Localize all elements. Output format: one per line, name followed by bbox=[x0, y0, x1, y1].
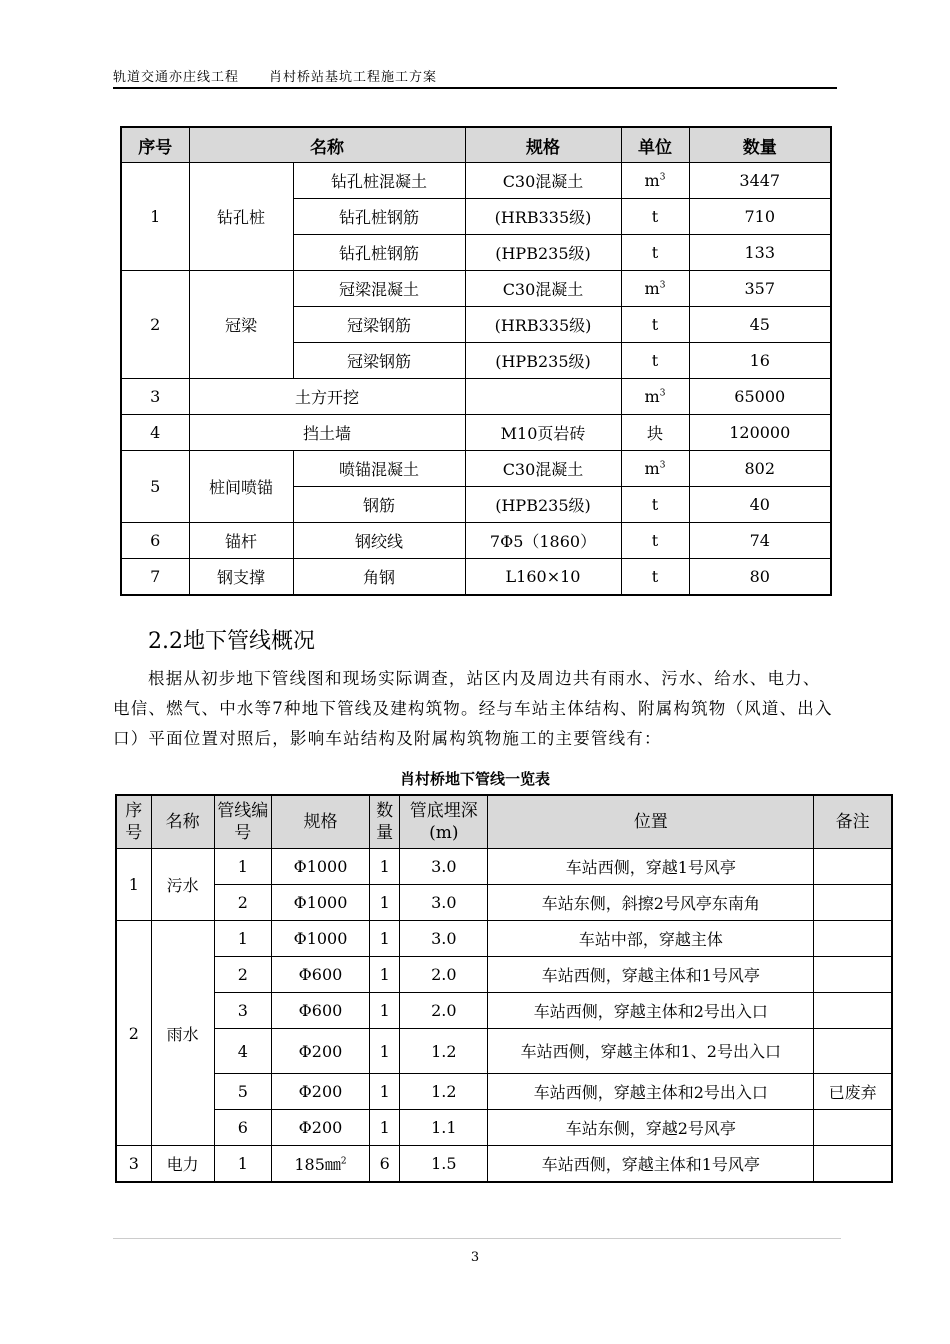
row-code: 1 bbox=[214, 849, 271, 885]
page-number: 3 bbox=[470, 1250, 480, 1265]
row-qty: 1 bbox=[370, 1074, 400, 1110]
row-note bbox=[814, 849, 892, 885]
row-spec: C30混凝土 bbox=[465, 163, 621, 199]
quantity-table bbox=[120, 126, 832, 596]
row-code: 2 bbox=[214, 957, 271, 993]
row-code: 6 bbox=[214, 1110, 271, 1146]
row-location: 车站东侧，斜擦2号风亭东南角 bbox=[488, 885, 814, 921]
row-name: 钻孔桩钢筋 bbox=[293, 199, 465, 235]
table-row bbox=[121, 163, 831, 199]
table-row bbox=[116, 885, 892, 921]
row-name: 冠梁钢筋 bbox=[293, 307, 465, 343]
table-row bbox=[121, 523, 831, 559]
row-spec: (HRB335级) bbox=[465, 307, 621, 343]
table-row bbox=[121, 379, 831, 415]
row-spec: Φ600 bbox=[271, 993, 369, 1029]
col-header-depth: 管底埋深(m) bbox=[400, 795, 488, 849]
row-qty: 16 bbox=[689, 343, 831, 379]
table-row bbox=[121, 451, 831, 487]
row-no: 4 bbox=[121, 415, 189, 451]
row-code: 3 bbox=[214, 993, 271, 1029]
table-row bbox=[116, 993, 892, 1029]
row-code: 2 bbox=[214, 885, 271, 921]
row-qty: 74 bbox=[689, 523, 831, 559]
table-caption: 肖村桥地下管线一览表 bbox=[399, 770, 550, 788]
table-header-row bbox=[121, 127, 831, 163]
row-spec: M10页岩砖 bbox=[465, 415, 621, 451]
row-depth: 1.2 bbox=[400, 1074, 488, 1110]
row-code: 5 bbox=[214, 1074, 271, 1110]
table-row bbox=[121, 559, 831, 596]
table-row bbox=[116, 1074, 892, 1110]
row-note bbox=[814, 1110, 892, 1146]
row-spec: Φ1000 bbox=[271, 849, 369, 885]
table-row bbox=[116, 957, 892, 993]
row-spec: C30混凝土 bbox=[465, 271, 621, 307]
row-no: 6 bbox=[121, 523, 189, 559]
row-group: 桩间喷锚 bbox=[189, 451, 293, 523]
row-name: 挡土墙 bbox=[189, 415, 465, 451]
row-note: 已废弃 bbox=[814, 1074, 892, 1110]
row-depth: 3.0 bbox=[400, 921, 488, 957]
row-depth: 1.2 bbox=[400, 1029, 488, 1074]
row-name: 角钢 bbox=[293, 559, 465, 596]
row-note bbox=[814, 1029, 892, 1074]
row-spec: (HPB235级) bbox=[465, 343, 621, 379]
table-row bbox=[121, 415, 831, 451]
row-no: 3 bbox=[121, 379, 189, 415]
header-doc-title: 肖村桥站基坑工程施工方案 bbox=[269, 70, 438, 85]
row-spec: (HRB335级) bbox=[465, 199, 621, 235]
row-name: 钻孔桩钢筋 bbox=[293, 235, 465, 271]
row-qty: 1 bbox=[370, 1110, 400, 1146]
row-spec: L160×10 bbox=[465, 559, 621, 596]
row-code: 4 bbox=[214, 1029, 271, 1074]
table-row bbox=[116, 1029, 892, 1074]
row-spec: Φ1000 bbox=[271, 921, 369, 957]
row-no: 5 bbox=[121, 451, 189, 523]
row-name: 钢筋 bbox=[293, 487, 465, 523]
section-title: 2.2地下管线概况 bbox=[148, 629, 315, 654]
col-header-unit: 单位 bbox=[621, 127, 689, 163]
row-qty: 1 bbox=[370, 849, 400, 885]
row-note bbox=[814, 921, 892, 957]
col-header-note: 备注 bbox=[814, 795, 892, 849]
row-unit: $m^3$ bbox=[621, 451, 689, 487]
col-header-qty: 数量 bbox=[370, 795, 400, 849]
col-header-code: 管线编号 bbox=[214, 795, 271, 849]
table-row bbox=[116, 849, 892, 885]
col-header-no: 序号 bbox=[121, 127, 189, 163]
row-name: 土方开挖 bbox=[189, 379, 465, 415]
row-depth: 2.0 bbox=[400, 993, 488, 1029]
row-spec: Φ1000 bbox=[271, 885, 369, 921]
group-name: 雨水 bbox=[151, 921, 214, 1146]
row-no: 2 bbox=[121, 271, 189, 379]
group-name: 电力 bbox=[151, 1146, 214, 1183]
row-qty: 80 bbox=[689, 559, 831, 596]
row-name: 冠梁混凝土 bbox=[293, 271, 465, 307]
row-spec: Φ200 bbox=[271, 1110, 369, 1146]
row-unit: t bbox=[621, 235, 689, 271]
header-project: 轨道交通亦庄线工程 bbox=[113, 70, 240, 85]
row-depth: 3.0 bbox=[400, 885, 488, 921]
row-qty: 40 bbox=[689, 487, 831, 523]
col-header-spec: 规格 bbox=[465, 127, 621, 163]
row-qty: 45 bbox=[689, 307, 831, 343]
row-qty: 1 bbox=[370, 885, 400, 921]
row-unit: 块 bbox=[621, 415, 689, 451]
row-qty: 710 bbox=[689, 199, 831, 235]
row-qty: 1 bbox=[370, 957, 400, 993]
row-spec: Φ600 bbox=[271, 957, 369, 993]
row-spec: Φ200 bbox=[271, 1074, 369, 1110]
row-unit: $m^3$ bbox=[621, 163, 689, 199]
row-unit: t bbox=[621, 559, 689, 596]
row-no: 7 bbox=[121, 559, 189, 596]
row-unit: t bbox=[621, 307, 689, 343]
row-spec: 7Φ5（1860） bbox=[465, 523, 621, 559]
group-name: 污水 bbox=[151, 849, 214, 921]
row-spec: 185㎜$^2$ bbox=[271, 1146, 369, 1183]
group-no: 3 bbox=[116, 1146, 151, 1183]
col-header-spec: 规格 bbox=[271, 795, 369, 849]
header-rule bbox=[113, 87, 837, 89]
row-location: 车站西侧，穿越主体和1号风亭 bbox=[488, 957, 814, 993]
row-qty: 3447 bbox=[689, 163, 831, 199]
row-depth: 1.5 bbox=[400, 1146, 488, 1183]
col-header-qty: 数量 bbox=[689, 127, 831, 163]
row-depth: 1.1 bbox=[400, 1110, 488, 1146]
row-group: 冠梁 bbox=[189, 271, 293, 379]
table-row bbox=[116, 1110, 892, 1146]
row-unit: t bbox=[621, 199, 689, 235]
row-depth: 2.0 bbox=[400, 957, 488, 993]
row-location: 车站西侧，穿越主体和1号风亭 bbox=[488, 1146, 814, 1183]
row-spec: (HPB235级) bbox=[465, 487, 621, 523]
row-name: 钻孔桩混凝土 bbox=[293, 163, 465, 199]
row-unit: t bbox=[621, 343, 689, 379]
row-name: 钢绞线 bbox=[293, 523, 465, 559]
row-qty: 802 bbox=[689, 451, 831, 487]
row-spec: C30混凝土 bbox=[465, 451, 621, 487]
row-location: 车站东侧，穿越2号风亭 bbox=[488, 1110, 814, 1146]
row-location: 车站中部，穿越主体 bbox=[488, 921, 814, 957]
row-location: 车站西侧，穿越主体和1、2号出入口 bbox=[488, 1029, 814, 1074]
group-no: 2 bbox=[116, 921, 151, 1146]
row-location: 车站西侧，穿越主体和2号出入口 bbox=[488, 1074, 814, 1110]
row-spec: Φ200 bbox=[271, 1029, 369, 1074]
table-row bbox=[116, 1146, 892, 1183]
row-unit: t bbox=[621, 523, 689, 559]
row-qty: 1 bbox=[370, 1029, 400, 1074]
row-location: 车站西侧，穿越主体和2号出入口 bbox=[488, 993, 814, 1029]
body-paragraph: 根据从初步地下管线图和现场实际调查，站区内及周边共有雨水、污水、给水、电力、电信、燃气、中水等7种地下管线及建构筑物。经与车站主体结构、附属构筑物（风道、出入口）平面位置对照后，影响车站结构及附属构筑物施工的主要管线有： bbox=[113, 669, 833, 748]
row-location: 车站西侧，穿越1号风亭 bbox=[488, 849, 814, 885]
row-qty: 120000 bbox=[689, 415, 831, 451]
row-unit: $m^3$ bbox=[621, 379, 689, 415]
row-qty: 357 bbox=[689, 271, 831, 307]
row-depth: 3.0 bbox=[400, 849, 488, 885]
col-header-location: 位置 bbox=[488, 795, 814, 849]
table-row bbox=[121, 271, 831, 307]
row-code: 1 bbox=[214, 1146, 271, 1183]
row-group: 钻孔桩 bbox=[189, 163, 293, 271]
row-name: 冠梁钢筋 bbox=[293, 343, 465, 379]
pipeline-table bbox=[115, 794, 893, 1183]
table-row bbox=[116, 921, 892, 957]
col-header-no: 序号 bbox=[116, 795, 151, 849]
row-qty: 6 bbox=[370, 1146, 400, 1183]
row-spec: (HPB235级) bbox=[465, 235, 621, 271]
row-group: 钢支撑 bbox=[189, 559, 293, 596]
row-qty: 1 bbox=[370, 993, 400, 1029]
footer-rule bbox=[113, 1238, 841, 1239]
row-no: 1 bbox=[121, 163, 189, 271]
group-no: 1 bbox=[116, 849, 151, 921]
col-header-name: 名称 bbox=[189, 127, 465, 163]
row-spec bbox=[465, 379, 621, 415]
row-unit: $m^3$ bbox=[621, 271, 689, 307]
row-qty: 65000 bbox=[689, 379, 831, 415]
page-header bbox=[113, 66, 837, 86]
row-group: 锚杆 bbox=[189, 523, 293, 559]
row-note bbox=[814, 957, 892, 993]
row-name: 喷锚混凝土 bbox=[293, 451, 465, 487]
table-header-row bbox=[116, 795, 892, 849]
row-note bbox=[814, 1146, 892, 1183]
row-note bbox=[814, 993, 892, 1029]
row-unit: t bbox=[621, 487, 689, 523]
row-note bbox=[814, 885, 892, 921]
row-code: 1 bbox=[214, 921, 271, 957]
row-qty: 133 bbox=[689, 235, 831, 271]
row-qty: 1 bbox=[370, 921, 400, 957]
col-header-name: 名称 bbox=[151, 795, 214, 849]
